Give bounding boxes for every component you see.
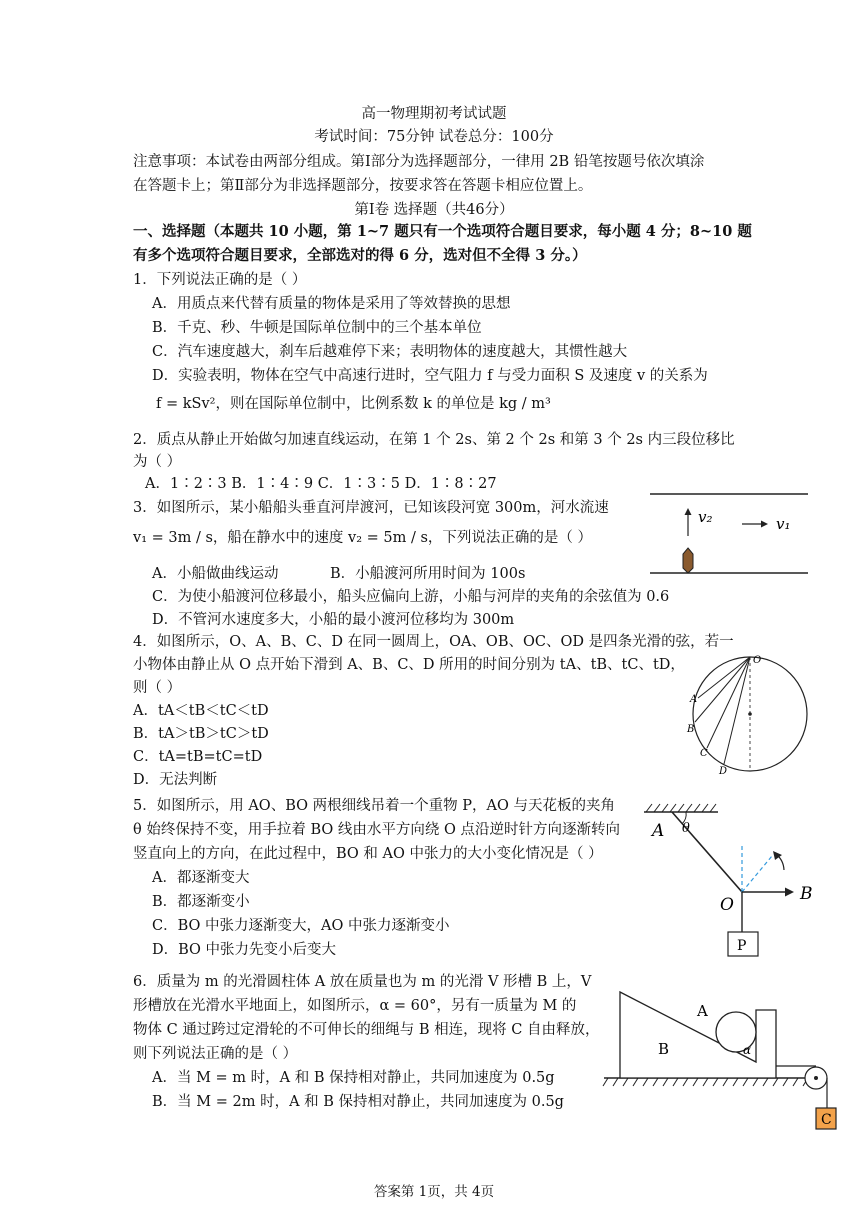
q6-option-b: B．当 M = 2m 时，A 和 B 保持相对静止，共同加速度为 0.5g (152, 1094, 564, 1110)
q6-stem-3: 物体 C 通过跨过定滑轮的不可伸长的细绳与 B 相连，现将 C 自由释放， (133, 1022, 600, 1038)
notice-line-1: 注意事项：本试卷由两部分组成。第Ⅰ部分为选择题部分，一律用 2B 铅笔按题号依次填涂 (133, 154, 705, 170)
q6-stem-2: 形槽放在光滑水平地面上，如图所示，α = 60°，另有一质量为 M 的 (133, 998, 577, 1014)
q5-stem-3: 竖直向上的方向，在此过程中，BO 和 AO 中张力的大小变化情况是（ ） (133, 846, 603, 862)
q5-stem-1: 5．如图所示，用 AO、BO 两根细线吊着一个重物 P，AO 与天花板的夹角 (133, 798, 615, 814)
point-a-label: A (690, 694, 698, 705)
q5-option-c: C．BO 中张力逐渐变大，AO 中张力逐渐变小 (152, 918, 450, 934)
q1-formula: f = kSv²，则在国际单位制中，比例系数 k 的单位是 kg / m³ (156, 396, 551, 412)
point-d-label: D (719, 766, 728, 777)
q1-option-b: B．千克、秒、牛顿是国际单位制中的三个基本单位 (152, 320, 482, 336)
bo-arrowhead (785, 888, 794, 897)
q1-stem: 1．下列说法正确的是（ ） (133, 272, 307, 288)
q3-option-d: D．不管河水速度多大，小船的最小渡河位移均为 300m (152, 612, 515, 628)
river-figure (646, 488, 812, 578)
notice-line-2: 在答题卡上；第Ⅱ部分为非选择题部分，按要求答在答题卡相应位置上。 (133, 178, 593, 194)
v1-arrowhead (761, 521, 768, 528)
q6-option-a: A．当 M = m 时，A 和 B 保持相对静止，共同加速度为 0.5g (152, 1070, 555, 1086)
section-instruction-2: 有多个选项符合题目要求，全部选对的得 6 分，选对但不全得 3 分。） (133, 247, 587, 264)
groove-b-label: B (658, 1040, 670, 1058)
q5-option-a: A．都逐渐变大 (152, 870, 250, 886)
q5-stem-2: θ 始终保持不变，用手拉着 BO 线由水平方向绕 O 点沿逆时针方向逐渐转向 (133, 822, 620, 838)
section-title: 第Ⅰ卷 选择题（共46分） (354, 202, 514, 218)
circle-center (748, 712, 752, 716)
point-c-label: C (700, 748, 708, 759)
q4-option-a: A．tA＜tB＜tC＜tD (133, 703, 269, 719)
ceiling-hatch (646, 804, 716, 812)
page-title: 高一物理期初考试试题 (361, 106, 507, 122)
q5-option-d: D．BO 中张力先变小后变大 (152, 942, 337, 958)
q6-stem-1: 6．质量为 m 的光滑圆柱体 A 放在质量也为 m 的光滑 V 形槽 B 上，V (133, 974, 592, 990)
point-o-label: O (753, 655, 762, 666)
q4-stem-2: 小物体由静止从 O 点开始下滑到 A、B、C、D 所用的时间分别为 tA、tB、tC、tD， (133, 657, 685, 673)
tension-figure (636, 800, 816, 960)
point-a-label: A (652, 821, 665, 841)
section-instruction-1: 一、选择题（本题共 10 小题，第 1~7 题只有一个选项符合题目要求，每小题 4 分；8~10 题 (133, 223, 752, 240)
boat-shape (683, 548, 693, 573)
q4-stem-3: 则（ ） (133, 680, 182, 696)
q1-option-a: A．用质点来代替有质量的物体是采用了等效替换的思想 (152, 296, 511, 312)
v-groove-figure (600, 988, 840, 1132)
q3-option-b: B．小船渡河所用时间为 100s (330, 566, 526, 582)
q4-stem-1: 4．如图所示，O、A、B、C、D 在同一圆周上，OA、OB、OC、OD 是四条光滑的弦，若一 (133, 634, 734, 650)
pulley-axle (814, 1076, 818, 1080)
circle-figure (676, 652, 812, 778)
q4-option-d: D．无法判断 (133, 772, 218, 788)
q1-option-c: C．汽车速度越大，刹车后越难停下来；表明物体的速度越大，其惯性越大 (152, 344, 628, 360)
q3-option-a: A．小船做曲线运动 (152, 566, 279, 582)
page-number: 答案第 1页，共 4页 (373, 1184, 495, 1200)
alpha-label: α (743, 1043, 752, 1057)
exam-info: 考试时间：75分钟 试卷总分：100分 (314, 129, 554, 145)
q4-option-c: C．tA=tB=tC=tD (133, 749, 263, 765)
v2-label: v₂ (698, 508, 713, 526)
dashed-diagonal (742, 856, 772, 892)
q3-option-c: C．为使小船渡河位移最小，船头应偏向上游，小船与河岸的夹角的余弦值为 0.6 (152, 589, 670, 605)
q1-option-d: D．实验表明，物体在空气中高速行进时，空气阻力 f 与受力面积 S 及速度 v 的关系为 (152, 368, 708, 384)
cylinder-a-label: A (697, 1002, 708, 1020)
weight-p-label: P (737, 938, 747, 954)
q3-stem-1: 3．如图所示，某小船船头垂直河岸渡河，已知该段河宽 300m，河水流速 (133, 500, 609, 516)
ground-hatch (603, 1078, 808, 1086)
q2-stem-1: 2．质点从静止开始做匀加速直线运动，在第 1 个 2s、第 2 个 2s 和第 3 个 2s 内三段位移比 (133, 432, 735, 448)
q3-stem-2: v₁ = 3m / s，船在静水中的速度 v₂ = 5m / s，下列说法正确的是（ ） (133, 530, 592, 546)
block-c-label: C (821, 1112, 832, 1128)
q4-option-b: B．tA＞tB＞tC＞tD (133, 726, 269, 742)
q2-options: A．1∶2∶3 B．1∶4∶9 C．1∶3∶5 D．1∶8∶27 (145, 476, 497, 492)
point-b-label: B (687, 724, 695, 735)
q2-stem-2: 为（ ） (133, 454, 182, 470)
theta-label: θ (682, 821, 690, 836)
v2-arrowhead (685, 508, 692, 515)
point-o-label: O (720, 895, 734, 915)
point-b-label: B (800, 884, 813, 904)
v1-label: v₁ (776, 515, 791, 533)
q6-stem-4: 则下列说法正确的是（ ） (133, 1046, 298, 1062)
q5-option-b: B．都逐渐变小 (152, 894, 250, 910)
